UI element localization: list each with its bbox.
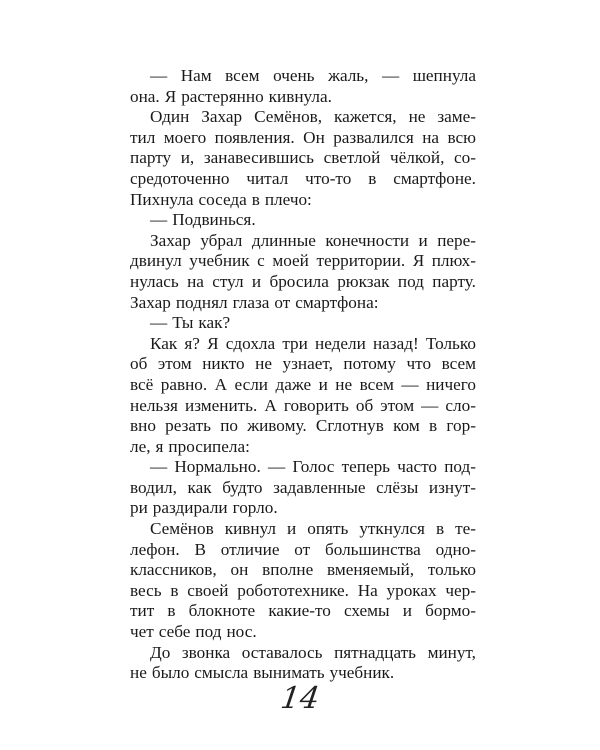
text-line: вно резать по живому. Сглотнув ком в гор-: [130, 416, 476, 436]
text-line: ри раздирали горло.: [130, 498, 278, 518]
text-line: Один Захар Семёнов, кажется, не заме-: [150, 107, 476, 127]
text-line: средоточенно читал что-то в смартфоне.: [130, 168, 476, 188]
text-line: Захар поднял глаза от смартфона:: [130, 292, 379, 312]
text-line: — Подвинься.: [150, 210, 256, 230]
text-line: ле, я просипела:: [130, 436, 250, 456]
text-line: — Нормально. — Голос теперь часто под-: [150, 457, 476, 477]
text-line: лефон. В отличие от большинства одно-: [130, 539, 476, 559]
text-line: водил, как будто задавленные слёзы изнут-: [130, 477, 476, 497]
text-line: не было смысла вынимать учебник.: [130, 663, 395, 683]
text-line: об этом никто не узнает, потому что всем: [130, 354, 476, 374]
page-number: 14: [278, 681, 322, 716]
text-line: До звонка оставалось пятнадцать минут,: [150, 642, 476, 662]
text-line: парту и, занавесившись светлой чёлкой, со-: [130, 148, 476, 168]
text-line: Как я? Я сдохла три недели назад! Только: [150, 333, 476, 353]
text-line: Захар убрал длинные конечности и пере-: [150, 230, 476, 250]
text-line: чет себе под нос.: [130, 622, 257, 642]
text-line: Семёнов кивнул и опять уткнулся в те-: [150, 519, 476, 539]
text-line: — Ты как?: [150, 313, 231, 333]
text-line: нулась на стул и бросила рюкзак под парту.: [130, 271, 476, 291]
text-line: классников, он вполне вменяемый, только: [130, 560, 476, 580]
text-line: тил моего появления. Он развалился на всю: [130, 127, 476, 147]
text-line: тит в блокноте какие-то схемы и бормо-: [130, 601, 476, 621]
text-line: — Нам всем очень жаль, — шепнула: [150, 66, 476, 85]
text-line: она. Я растерянно кивнула.: [130, 86, 332, 106]
text-line: нельзя изменить. А говорить об этом — сло-: [130, 395, 476, 415]
text-line: всё равно. А если даже и не всем — ничего: [130, 374, 476, 394]
text-line: двинул учебник с моей территории. Я плюх-: [130, 251, 476, 271]
book-page-text: [130, 66, 476, 684]
text-line: весь в своей робототехнике. На уроках чер-: [130, 580, 476, 600]
text-line: Пихнула соседа в плечо:: [130, 189, 312, 209]
